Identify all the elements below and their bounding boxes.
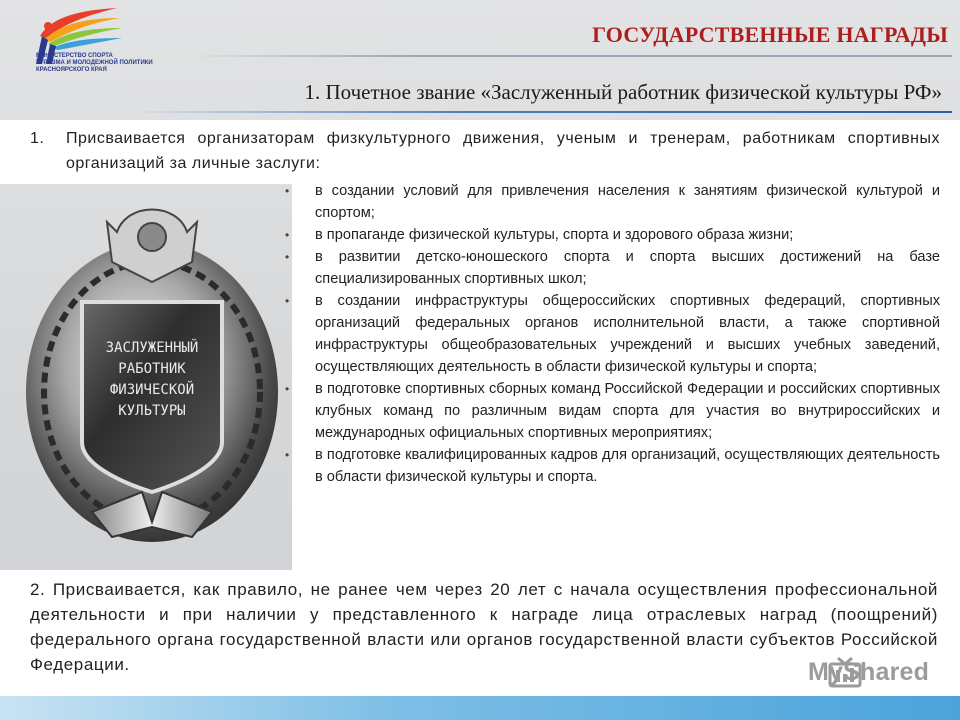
page-title: ГОСУДАРСТВЕННЫЕ НАГРАДЫ (592, 22, 948, 47)
header-divider (185, 55, 952, 57)
bullet-icon: • (285, 228, 290, 242)
bullet-icon: • (285, 294, 290, 308)
medal-inscription-3: ФИЗИЧЕСКОЙ (109, 382, 195, 398)
list-item: • в подготовке квалифицированных кадров для организаций, осуществляющих деятельность в области физической культуры и спорта. (285, 444, 940, 488)
list-item: • в пропаганде физической культуры, спорта и здорового образа жизни; (285, 224, 940, 246)
subtitle-divider (130, 111, 952, 113)
logo-caption: МИНИСТЕРСТВО СПОРТА ТУРИЗМА И МОЛОДЕЖНОЙ ПОЛИТИКИ КРАСНОЯРСКОГО КРАЯ (36, 53, 153, 73)
medal-image (22, 192, 282, 564)
medal-inscription-4: КУЛЬТУРЫ (118, 403, 186, 419)
section-1-text: Присваивается организаторам физкультурного движения, ученым и тренерам, работникам спортивных организаций за личные заслуги: (66, 130, 940, 172)
list-item: • в подготовке спортивных сборных команд Российской Федерации и российских спортивных клубных команд по различным видам спорта для участия во внутрироссийских и международных официальных спортивных мероприятиях; (285, 378, 940, 444)
watermark-text: MyShared (808, 658, 930, 686)
bullet-icon: • (285, 382, 290, 396)
section-1-number: 1. (30, 130, 45, 147)
ministry-logo (22, 6, 162, 86)
list-item: • в создании условий для привлечения населения к занятиям физической культурой и спортом; (285, 180, 940, 224)
section-2-text: 2. Присваивается, как правило, не ранее чем через 20 лет с начала осуществления профессиональной деятельности и при наличии у представленного к награде лица отраслевых наград (поощрений) федерального органа государственной власти или органов государственной власти субъектов Российской Федерации. (30, 580, 938, 674)
list-item: • в развитии детско-юношеского спорта и спорта высших достижений на базе специализированных спортивных школ; (285, 246, 940, 290)
medal-inscription-1: ЗАСЛУЖЕННЫЙ (105, 340, 199, 356)
page-subtitle: 1. Почетное звание «Заслуженный работник физической культуры РФ» (304, 80, 942, 104)
medal-inscription-2: РАБОТНИК (118, 361, 186, 377)
section-1-intro (30, 126, 940, 176)
bullet-icon: • (285, 184, 290, 198)
merits-list (285, 180, 940, 488)
list-item: • в создании инфраструктуры общероссийских спортивных федераций, спортивных организаций федеральных органов исполнительной власти, а также спортивной инфраструктуры общеобразовательных учреждений и высших учебных заведений, осуществляющих деятельность в области физической культуры и спорта; (285, 290, 940, 378)
bullet-icon: • (285, 448, 290, 462)
bullet-icon: • (285, 250, 290, 264)
bottom-decor-strip (0, 696, 960, 720)
